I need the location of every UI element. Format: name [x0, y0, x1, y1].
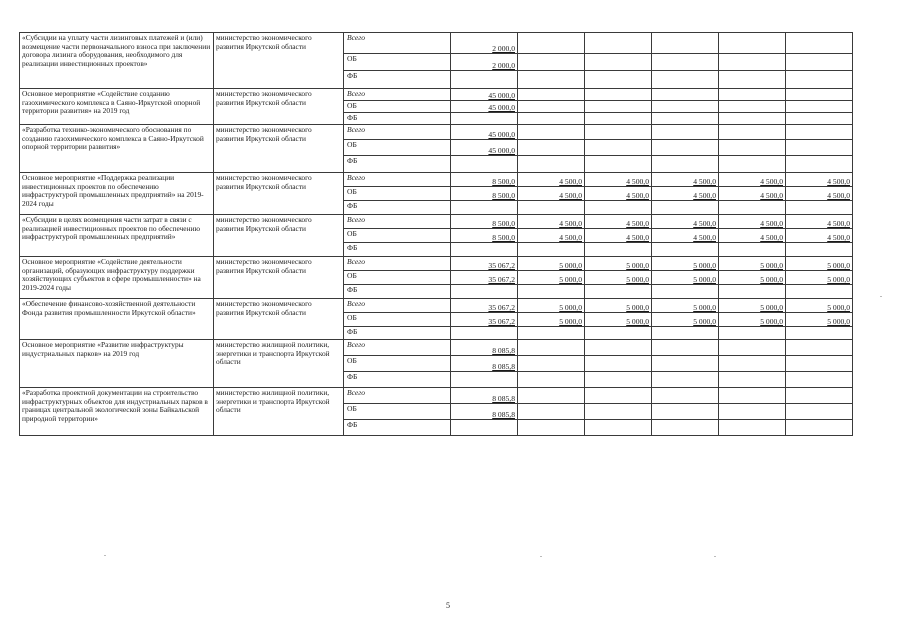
table-row	[20, 33, 853, 54]
amount-value: 5 000,0	[760, 260, 783, 270]
amount-cell	[518, 327, 585, 340]
amount-cell	[451, 313, 518, 327]
funding-source-cell: ОБ	[344, 313, 451, 327]
amount-cell	[518, 201, 585, 215]
amount-cell	[518, 54, 585, 71]
amount-cell	[652, 372, 719, 388]
amount-cell	[719, 71, 786, 89]
amount-value: 4 500,0	[760, 218, 783, 228]
amount-value: 2 000,0	[492, 60, 515, 70]
amount-cell	[585, 173, 652, 187]
funding-source-cell: ОБ	[344, 140, 451, 156]
amount-cell	[786, 54, 853, 71]
amount-cell	[786, 313, 853, 327]
amount-cell	[585, 313, 652, 327]
amount-cell	[786, 299, 853, 313]
responsible-executor-cell: министерство экономического развития Иркутской области	[214, 215, 344, 257]
amount-cell	[585, 404, 652, 420]
amount-value: 4 500,0	[559, 218, 582, 228]
amount-cell	[786, 215, 853, 229]
amount-cell	[652, 140, 719, 156]
amount-cell	[786, 257, 853, 271]
amount-value: 4 500,0	[626, 190, 649, 200]
amount-cell	[451, 54, 518, 71]
amount-cell	[585, 340, 652, 356]
scan-speck	[880, 296, 882, 297]
amount-value: 5 000,0	[693, 302, 716, 312]
amount-cell	[786, 125, 853, 140]
amount-cell	[451, 299, 518, 313]
amount-value: 5 000,0	[827, 316, 850, 326]
amount-cell	[786, 71, 853, 89]
amount-value: 8 500,0	[492, 176, 515, 186]
amount-value: 8 085,8	[492, 361, 515, 371]
amount-value: 35 067,2	[488, 316, 515, 326]
amount-value: 4 500,0	[693, 190, 716, 200]
scan-speck	[104, 555, 106, 556]
amount-cell	[719, 420, 786, 436]
funding-source-cell: ОБ	[344, 187, 451, 201]
funding-source-cell: Всего	[344, 299, 451, 313]
amount-cell	[585, 243, 652, 257]
amount-cell	[719, 313, 786, 327]
amount-cell	[518, 113, 585, 125]
amount-cell	[451, 340, 518, 356]
amount-cell	[652, 327, 719, 340]
amount-cell	[585, 327, 652, 340]
amount-cell	[451, 388, 518, 404]
amount-cell	[719, 201, 786, 215]
funding-source-cell: Всего	[344, 388, 451, 404]
amount-cell	[719, 404, 786, 420]
responsible-executor-cell: министерство жилищной политики, энергетики и транспорта Иркутской области	[214, 340, 344, 388]
measure-name-cell: «Обеспечение финансово-хозяйственной деятельности Фонда развития промышленности Иркутской области»	[20, 299, 214, 340]
amount-cell	[652, 420, 719, 436]
amount-cell	[585, 201, 652, 215]
amount-cell	[451, 257, 518, 271]
amount-cell	[518, 229, 585, 243]
measure-name-cell: Основное мероприятие «Развитие инфраструктуры индустриальных парков» на 2019 год	[20, 340, 214, 388]
page-number: 5	[446, 601, 450, 610]
amount-cell	[786, 140, 853, 156]
funding-source-cell: ФБ	[344, 113, 451, 125]
program-funding-table	[19, 32, 853, 436]
amount-value: 35 067,2	[488, 274, 515, 284]
amount-cell	[451, 101, 518, 113]
funding-source-cell: ФБ	[344, 420, 451, 436]
amount-cell	[652, 299, 719, 313]
funding-source-cell: ФБ	[344, 243, 451, 257]
amount-value: 2 000,0	[492, 43, 515, 53]
amount-value: 4 500,0	[626, 218, 649, 228]
amount-cell	[585, 33, 652, 54]
amount-cell	[451, 187, 518, 201]
scan-speck	[540, 556, 542, 557]
amount-cell	[652, 285, 719, 299]
amount-value: 5 000,0	[626, 260, 649, 270]
amount-cell	[585, 372, 652, 388]
amount-cell	[786, 271, 853, 285]
amount-cell	[652, 173, 719, 187]
funding-source-cell: ФБ	[344, 156, 451, 173]
amount-cell	[652, 71, 719, 89]
amount-cell	[786, 229, 853, 243]
funding-source-cell: Всего	[344, 33, 451, 54]
measure-name-cell: «Субсидии на уплату части лизинговых платежей и (или) возмещение части первоначального взноса при заключении договора лизинга оборудования, необходимого для реализации инвестиционных проектов»	[20, 33, 214, 89]
amount-cell	[518, 299, 585, 313]
responsible-executor-cell: министерство экономического развития Иркутской области	[214, 299, 344, 340]
amount-cell	[652, 229, 719, 243]
funding-source-cell: ФБ	[344, 285, 451, 299]
amount-value: 4 500,0	[693, 176, 716, 186]
funding-source-cell: ФБ	[344, 327, 451, 340]
responsible-executor-cell: министерство экономического развития Иркутской области	[214, 257, 344, 299]
funding-source-cell: Всего	[344, 340, 451, 356]
amount-cell	[652, 340, 719, 356]
amount-cell	[652, 243, 719, 257]
amount-cell	[652, 101, 719, 113]
amount-cell	[786, 243, 853, 257]
amount-cell	[451, 33, 518, 54]
amount-cell	[786, 101, 853, 113]
amount-value: 5 000,0	[559, 260, 582, 270]
amount-cell	[518, 243, 585, 257]
measure-name-cell: Основное мероприятие «Содействие созданию газохимического комплекса в Саяно-Иркутской опорной территории развития» на 2019 год	[20, 89, 214, 125]
amount-cell	[786, 113, 853, 125]
amount-cell	[451, 140, 518, 156]
funding-source-cell: ОБ	[344, 404, 451, 420]
amount-value: 4 500,0	[827, 176, 850, 186]
amount-cell	[585, 420, 652, 436]
amount-cell	[786, 388, 853, 404]
amount-cell	[518, 173, 585, 187]
amount-value: 8 500,0	[492, 218, 515, 228]
amount-cell	[518, 156, 585, 173]
table-row	[20, 215, 853, 229]
responsible-executor-cell: министерство экономического развития Иркутской области	[214, 33, 344, 89]
responsible-executor-cell: министерство экономического развития Иркутской области	[214, 89, 344, 125]
amount-cell	[652, 215, 719, 229]
measure-name-cell: Основное мероприятие «Содействие деятельности организаций, образующих инфраструктуру поддержки хозяйствующих субъектов в сфере промышленности» на 2019-2024 годы	[20, 257, 214, 299]
amount-cell	[652, 404, 719, 420]
amount-cell	[518, 125, 585, 140]
amount-cell	[518, 285, 585, 299]
amount-value: 4 500,0	[626, 232, 649, 242]
amount-cell	[518, 257, 585, 271]
amount-cell	[585, 388, 652, 404]
amount-cell	[518, 187, 585, 201]
amount-cell	[719, 299, 786, 313]
funding-source-cell: ФБ	[344, 372, 451, 388]
amount-cell	[719, 113, 786, 125]
amount-cell	[719, 173, 786, 187]
measure-name-cell: «Субсидии в целях возмещения части затрат в связи с реализацией инвестиционных проектов по обеспечению инфраструктурой промышленных предприятий»	[20, 215, 214, 257]
amount-cell	[786, 173, 853, 187]
amount-value: 4 500,0	[693, 218, 716, 228]
amount-cell	[719, 243, 786, 257]
amount-value: 45 000,0	[488, 102, 515, 112]
amount-cell	[786, 285, 853, 299]
amount-cell	[451, 156, 518, 173]
table-row	[20, 299, 853, 313]
amount-cell	[451, 173, 518, 187]
amount-cell	[585, 215, 652, 229]
amount-cell	[652, 33, 719, 54]
amount-cell	[719, 156, 786, 173]
amount-cell	[786, 420, 853, 436]
amount-cell	[585, 71, 652, 89]
amount-cell	[451, 327, 518, 340]
responsible-executor-cell: министерство жилищной политики, энергетики и транспорта Иркутской области	[214, 388, 344, 436]
amount-cell	[652, 89, 719, 101]
responsible-executor-cell: министерство экономического развития Иркутской области	[214, 125, 344, 173]
table-row	[20, 340, 853, 356]
amount-value: 4 500,0	[827, 218, 850, 228]
amount-cell	[451, 71, 518, 89]
amount-cell	[518, 404, 585, 420]
amount-cell	[518, 388, 585, 404]
amount-cell	[786, 89, 853, 101]
amount-cell	[518, 89, 585, 101]
amount-value: 5 000,0	[559, 274, 582, 284]
amount-cell	[451, 243, 518, 257]
amount-cell	[518, 356, 585, 372]
amount-cell	[585, 187, 652, 201]
amount-cell	[451, 356, 518, 372]
amount-value: 4 500,0	[760, 190, 783, 200]
amount-cell	[518, 101, 585, 113]
amount-value: 5 000,0	[760, 302, 783, 312]
amount-cell	[786, 340, 853, 356]
amount-value: 5 000,0	[559, 302, 582, 312]
amount-cell	[719, 54, 786, 71]
funding-source-cell: Всего	[344, 173, 451, 187]
amount-cell	[786, 201, 853, 215]
amount-cell	[518, 372, 585, 388]
amount-cell	[451, 201, 518, 215]
amount-value: 5 000,0	[626, 302, 649, 312]
amount-value: 8 085,8	[492, 393, 515, 403]
amount-value: 4 500,0	[693, 232, 716, 242]
amount-cell	[585, 140, 652, 156]
amount-cell	[585, 356, 652, 372]
amount-cell	[719, 257, 786, 271]
amount-cell	[719, 140, 786, 156]
funding-source-cell: ФБ	[344, 71, 451, 89]
amount-cell	[786, 372, 853, 388]
amount-value: 45 000,0	[488, 145, 515, 155]
funding-source-cell: ОБ	[344, 356, 451, 372]
amount-cell	[585, 257, 652, 271]
amount-cell	[719, 125, 786, 140]
amount-value: 5 000,0	[827, 260, 850, 270]
amount-cell	[719, 356, 786, 372]
amount-cell	[451, 125, 518, 140]
amount-cell	[585, 89, 652, 101]
amount-value: 4 500,0	[827, 232, 850, 242]
funding-source-cell: Всего	[344, 89, 451, 101]
table-row	[20, 125, 853, 140]
funding-source-cell: Всего	[344, 257, 451, 271]
amount-cell	[518, 140, 585, 156]
amount-cell	[585, 113, 652, 125]
amount-cell	[451, 285, 518, 299]
funding-source-cell: ОБ	[344, 229, 451, 243]
amount-cell	[518, 215, 585, 229]
amount-cell	[786, 187, 853, 201]
table-row	[20, 89, 853, 101]
amount-cell	[719, 271, 786, 285]
amount-cell	[518, 420, 585, 436]
funding-source-cell: Всего	[344, 215, 451, 229]
table-row	[20, 257, 853, 271]
amount-value: 4 500,0	[559, 232, 582, 242]
amount-cell	[451, 404, 518, 420]
amount-cell	[451, 229, 518, 243]
amount-cell	[719, 340, 786, 356]
amount-cell	[719, 388, 786, 404]
amount-cell	[585, 285, 652, 299]
amount-cell	[652, 388, 719, 404]
funding-source-cell: ОБ	[344, 54, 451, 71]
amount-cell	[786, 356, 853, 372]
amount-value: 5 000,0	[693, 274, 716, 284]
table-body	[20, 33, 853, 436]
amount-value: 4 500,0	[760, 176, 783, 186]
amount-cell	[719, 229, 786, 243]
amount-cell	[585, 125, 652, 140]
amount-cell	[786, 156, 853, 173]
amount-cell	[518, 33, 585, 54]
amount-value: 5 000,0	[693, 316, 716, 326]
table-row	[20, 388, 853, 404]
amount-cell	[518, 313, 585, 327]
amount-value: 4 500,0	[559, 190, 582, 200]
amount-cell	[585, 156, 652, 173]
amount-cell	[518, 271, 585, 285]
amount-value: 4 500,0	[827, 190, 850, 200]
amount-cell	[652, 313, 719, 327]
amount-value: 35 067,2	[488, 302, 515, 312]
amount-cell	[719, 285, 786, 299]
amount-cell	[719, 327, 786, 340]
amount-cell	[585, 54, 652, 71]
amount-value: 5 000,0	[559, 316, 582, 326]
amount-cell	[451, 215, 518, 229]
funding-source-cell: ОБ	[344, 101, 451, 113]
amount-cell	[652, 257, 719, 271]
funding-source-cell: Всего	[344, 125, 451, 140]
amount-cell	[585, 101, 652, 113]
scan-speck	[714, 556, 716, 557]
amount-value: 45 000,0	[488, 129, 515, 139]
amount-cell	[719, 33, 786, 54]
amount-value: 5 000,0	[693, 260, 716, 270]
amount-value: 8 085,8	[492, 409, 515, 419]
amount-cell	[451, 271, 518, 285]
amount-cell	[652, 201, 719, 215]
amount-value: 35 067,2	[488, 260, 515, 270]
amount-cell	[786, 327, 853, 340]
amount-cell	[451, 372, 518, 388]
amount-cell	[719, 215, 786, 229]
amount-cell	[652, 125, 719, 140]
measure-name-cell: «Разработка технико-экономического обоснования по созданию газохимического комплекса в Саяно-Иркутской опорной территории развития»	[20, 125, 214, 173]
amount-cell	[786, 33, 853, 54]
amount-cell	[652, 187, 719, 201]
table-row	[20, 173, 853, 187]
amount-value: 4 500,0	[626, 176, 649, 186]
amount-value: 45 000,0	[488, 90, 515, 100]
amount-cell	[652, 271, 719, 285]
amount-value: 5 000,0	[827, 302, 850, 312]
funding-source-cell: ФБ	[344, 201, 451, 215]
amount-cell	[585, 271, 652, 285]
amount-value: 5 000,0	[626, 274, 649, 284]
amount-value: 5 000,0	[760, 316, 783, 326]
amount-cell	[518, 71, 585, 89]
amount-cell	[719, 372, 786, 388]
amount-value: 4 500,0	[559, 176, 582, 186]
amount-cell	[652, 156, 719, 173]
amount-cell	[451, 113, 518, 125]
amount-cell	[518, 340, 585, 356]
amount-cell	[585, 299, 652, 313]
amount-value: 5 000,0	[760, 274, 783, 284]
amount-cell	[451, 420, 518, 436]
responsible-executor-cell: министерство экономического развития Иркутской области	[214, 173, 344, 215]
amount-cell	[652, 356, 719, 372]
amount-cell	[719, 101, 786, 113]
amount-value: 4 500,0	[760, 232, 783, 242]
measure-name-cell: «Разработка проектной документации на строительство инфраструктурных объектов для индустриальных парков в границах центральной экологической зоны Байкальской природной территории»	[20, 388, 214, 436]
amount-cell	[719, 89, 786, 101]
measure-name-cell: Основное мероприятие «Поддержка реализации инвестиционных проектов по обеспечению инфраструктурой промышленных предприятий» на 2019-2024 годы	[20, 173, 214, 215]
amount-value: 8 500,0	[492, 190, 515, 200]
amount-cell	[585, 229, 652, 243]
amount-value: 8 500,0	[492, 232, 515, 242]
amount-value: 5 000,0	[827, 274, 850, 284]
amount-cell	[652, 54, 719, 71]
amount-cell	[652, 113, 719, 125]
funding-source-cell: ОБ	[344, 271, 451, 285]
amount-cell	[451, 89, 518, 101]
amount-value: 5 000,0	[626, 316, 649, 326]
amount-cell	[719, 187, 786, 201]
amount-value: 8 085,8	[492, 345, 515, 355]
amount-cell	[786, 404, 853, 420]
